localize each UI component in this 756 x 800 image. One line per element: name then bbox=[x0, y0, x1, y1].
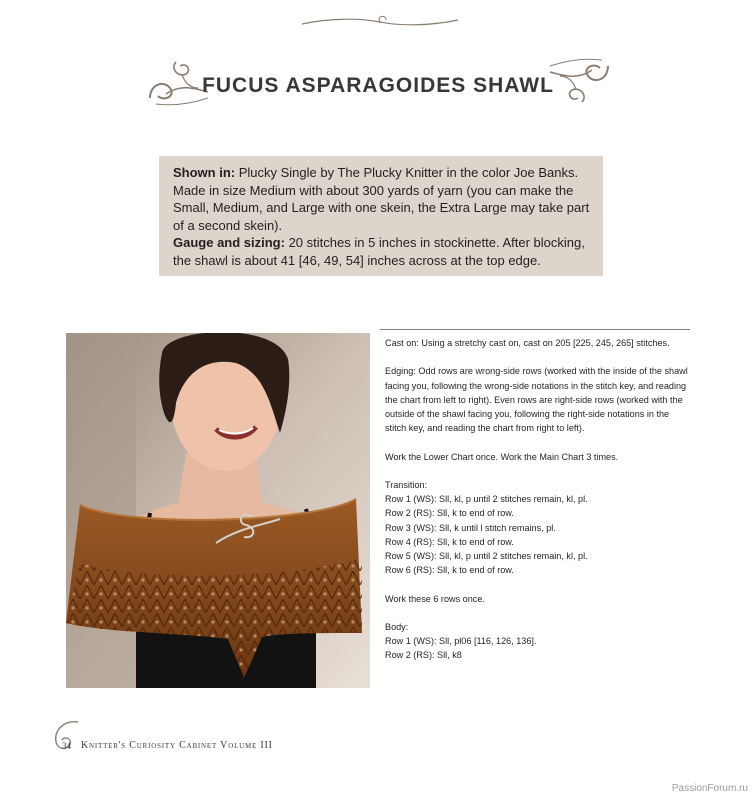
model-photo bbox=[66, 333, 370, 688]
pattern-title: FUCUS ASPARAGOIDES SHAWL bbox=[202, 74, 554, 97]
edging-text: Edging: Odd rows are wrong-side rows (worked with the inside of the shawl facing you, following the wrong-side notations in the stitch key, and reading the chart from left to right). Even rows are right-side rows (worked with the outside of the shawl facing you, following the right-side notations in the stitch key, and reading the chart from right to left). bbox=[385, 366, 688, 434]
pattern-instructions bbox=[385, 336, 690, 663]
repeat-note: Work these 6 rows once. bbox=[385, 593, 485, 604]
page-number: 34 bbox=[62, 741, 71, 751]
gauge-label: Gauge and sizing: bbox=[173, 235, 285, 250]
top-flourish bbox=[300, 14, 460, 30]
book-title: Knitter's Curiosity Cabinet Volume III bbox=[81, 740, 273, 751]
pattern-top-rule bbox=[380, 329, 690, 330]
transition-row: Row 5 (WS): Sll, kl, p until 2 stitches remain, kl, pl. bbox=[385, 551, 588, 561]
charts-text: Work the Lower Chart once. Work the Main Chart 3 times. bbox=[385, 451, 619, 462]
shown-in-text: Plucky Single by The Plucky Knitter in the color Joe Banks. Made in size Medium with about 300 yards of yarn (you can make the Small, Medium, and Large with one skein, the Extra Large may take part of a second skein). bbox=[173, 165, 590, 233]
body-heading: Body: bbox=[385, 621, 409, 632]
transition-row: Row 1 (WS): Sll, kl, p until 2 stitches remain, kl, pl. bbox=[385, 494, 588, 505]
body-row: Row 2 (RS): Sll, k8 bbox=[385, 650, 462, 661]
yarn-info-box bbox=[159, 156, 603, 276]
transition-row: Row 3 (WS): Sll, k until l stitch remains, pl. bbox=[385, 522, 556, 533]
transition-row: Row 6 (RS): Sll, k to end of row. bbox=[385, 565, 514, 576]
cast-on-text: Cast on: Using a stretchy cast on, cast on 205 [225, 245, 265] stitches. bbox=[385, 338, 670, 348]
transition-row: Row 2 (RS): Sll, k to end of row. bbox=[385, 508, 514, 519]
transition-heading: Transition: bbox=[385, 479, 428, 490]
site-watermark: PassionForum.ru bbox=[671, 783, 748, 794]
gauge-text: 20 stitches in 5 inches in stockinette. After blocking, the shawl is about 41 [46, 49, 54] inches across at the top edge. bbox=[173, 235, 585, 268]
shown-in-label: Shown in: bbox=[173, 165, 236, 180]
transition-row: Row 4 (RS): Sll, k to end of row. bbox=[385, 536, 514, 547]
body-row: Row 1 (WS): Sll, pl06 [116, 126, 136]. bbox=[385, 636, 537, 647]
